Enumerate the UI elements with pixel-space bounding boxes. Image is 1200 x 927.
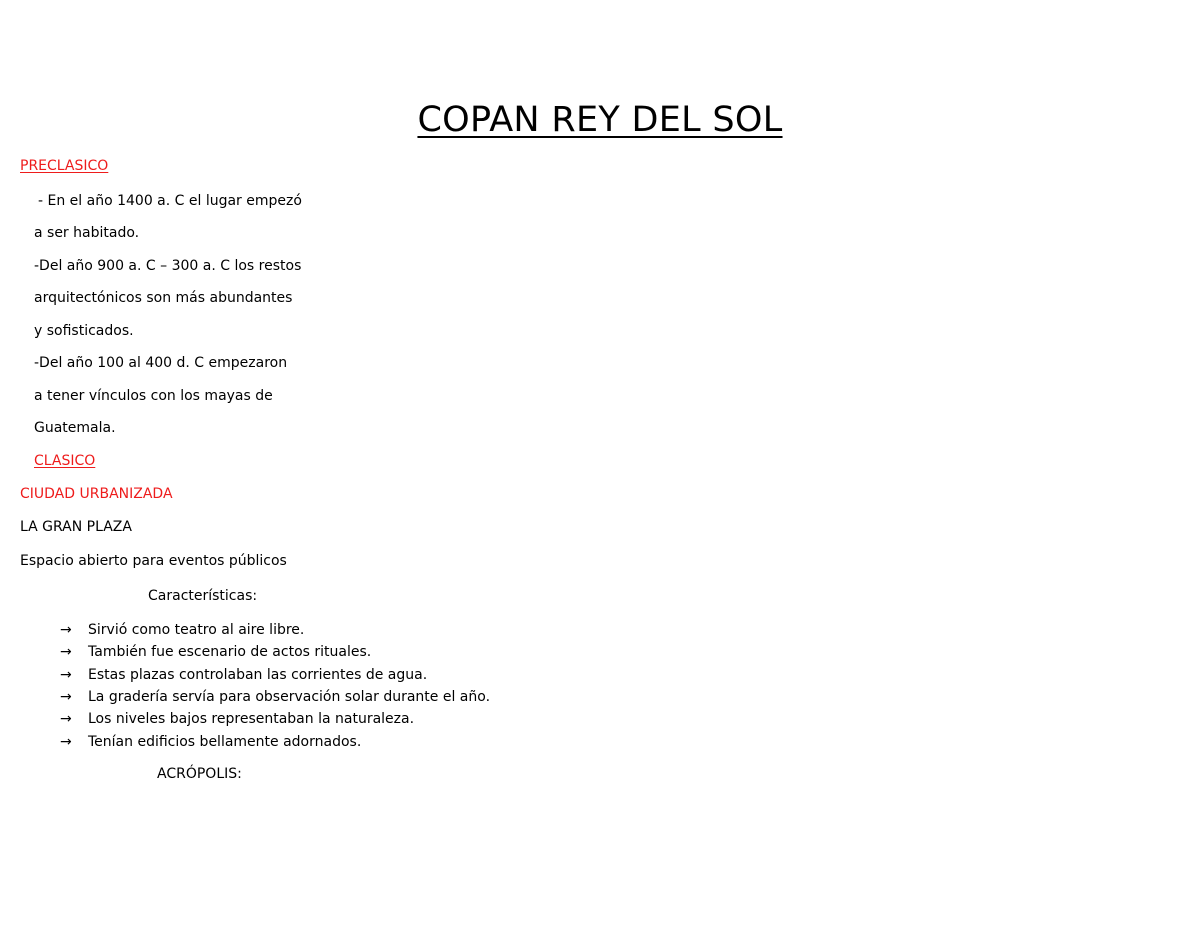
preclasico-line: -Del año 900 a. C – 300 a. C los restos: [34, 258, 302, 274]
document-title: COPAN REY DEL SOL: [417, 100, 783, 140]
list-item: [60, 641, 490, 663]
arrow-right-icon: →: [60, 644, 72, 661]
list-item: [60, 730, 490, 752]
list-item: [60, 708, 490, 730]
list-item: [60, 619, 490, 641]
section-heading-preclasico: PRECLASICO: [20, 158, 109, 174]
list-item: [60, 664, 490, 686]
preclasico-line: y sofisticados.: [34, 323, 134, 339]
arrow-right-icon: →: [60, 666, 72, 683]
list-item: [60, 686, 490, 708]
features-list: [60, 619, 490, 753]
arrow-right-icon: →: [60, 622, 72, 639]
gran-plaza-description: Espacio abierto para eventos públicos: [20, 553, 287, 569]
preclasico-line: a ser habitado.: [34, 225, 140, 241]
heading-acropolis: ACRÓPOLIS:: [157, 766, 242, 782]
preclasico-line: arquitectónicos son más abundantes: [34, 290, 293, 306]
features-label: Características:: [148, 588, 258, 604]
preclasico-line: - En el año 1400 a. C el lugar empezó: [38, 193, 302, 209]
preclasico-line: -Del año 100 al 400 d. C empezaron: [34, 355, 288, 371]
heading-gran-plaza: LA GRAN PLAZA: [20, 519, 132, 535]
section-heading-clasico: CLASICO: [34, 453, 96, 469]
arrow-right-icon: →: [60, 733, 72, 750]
subheading-ciudad-urbanizada: CIUDAD URBANIZADA: [20, 486, 173, 502]
feature-text: También fue escenario de actos rituales.: [88, 644, 372, 661]
feature-text: Estas plazas controlaban las corrientes de agua.: [88, 666, 428, 683]
arrow-right-icon: →: [60, 711, 72, 728]
feature-text: Los niveles bajos representaban la naturaleza.: [88, 711, 415, 728]
feature-text: Sirvió como teatro al aire libre.: [88, 622, 305, 639]
preclasico-line: Guatemala.: [34, 420, 116, 436]
feature-text: La gradería servía para observación solar durante el año.: [88, 689, 491, 706]
feature-text: Tenían edificios bellamente adornados.: [88, 733, 362, 750]
preclasico-line: a tener vínculos con los mayas de: [34, 388, 273, 404]
arrow-right-icon: →: [60, 689, 72, 706]
